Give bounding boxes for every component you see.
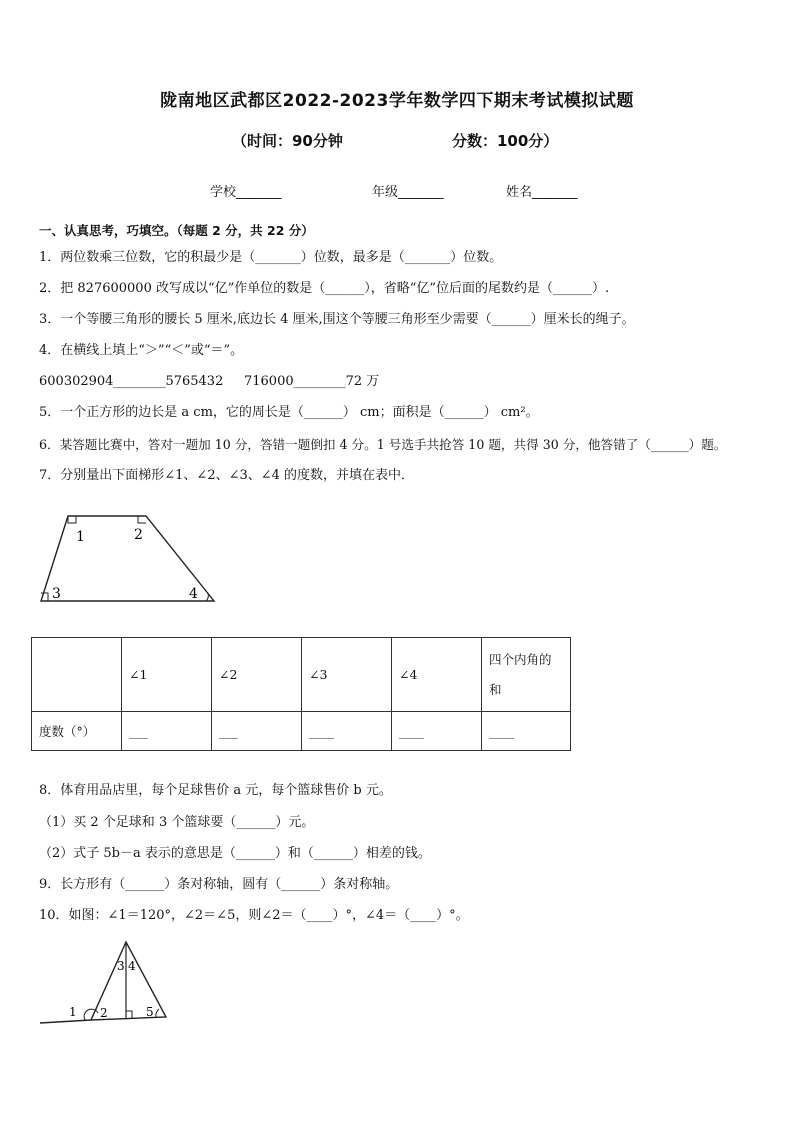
angle-label-1: 1	[69, 1005, 77, 1019]
trapezoid-figure	[36, 508, 221, 608]
table-header: 四个内角的和	[482, 638, 571, 712]
question-9: 9．长方形有（______）条对称轴，圆有（______）条对称轴。	[39, 877, 399, 892]
angle-label-5: 5	[146, 1005, 154, 1019]
question-6: 6．某答题比赛中，答对一题加 10 分，答错一题倒扣 4 分。1 号选手共抢答 10 题，共得 30 分，他答错了（______）题。	[39, 437, 727, 452]
angle-label-4: 4	[128, 959, 136, 973]
table-cell: ____	[392, 712, 482, 751]
angle-table	[31, 637, 571, 751]
question-4: 4．在横线上填上“＞”“＜”或“＝”。	[39, 343, 244, 358]
time-limit: （时间：90分钟	[232, 132, 343, 150]
page-title: 陇南地区武都区2022-2023学年数学四下期末考试模拟试题	[160, 91, 634, 111]
question-8: 8．体育用品店里，每个足球售价 a 元，每个篮球售价 b 元。	[39, 783, 392, 798]
table-row-label: 度数（°）	[32, 712, 122, 751]
school-field: 学校_______	[210, 185, 282, 200]
table-cell: ____	[302, 712, 392, 751]
total-score: 分数：100分）	[452, 132, 559, 150]
table-cell: ___	[212, 712, 302, 751]
table-cell: ___	[122, 712, 212, 751]
table-header: ∠1	[122, 638, 212, 712]
table-corner	[32, 638, 122, 712]
table-header: ∠2	[212, 638, 302, 712]
angle-label-3: 3	[117, 959, 125, 973]
angle-label-4: 4	[189, 586, 198, 602]
section-heading: 一、认真思考，巧填空。（每题 2 分，共 22 分）	[39, 223, 314, 238]
question-5: 5．一个正方形的边长是 a cm，它的周长是（______） cm；面积是（______） cm²。	[39, 405, 539, 420]
question-4-items: 600302904________5765432 716000________72 万	[39, 374, 380, 389]
table-header: ∠4	[392, 638, 482, 712]
name-field: 姓名_______	[506, 185, 578, 200]
question-7: 7．分别量出下面梯形∠1、∠2、∠3、∠4 的度数，并填在表中．	[39, 468, 415, 483]
angle-label-2: 2	[134, 527, 143, 543]
question-8-1: （1）买 2 个足球和 3 个篮球要（______）元。	[39, 815, 315, 830]
table-header: ∠3	[302, 638, 392, 712]
triangle-figure	[36, 937, 176, 1029]
angle-label-2: 2	[100, 1006, 108, 1020]
question-1: 1．两位数乘三位数，它的积最少是（_______）位数，最多是（_______）位数。	[39, 250, 503, 265]
question-3: 3．一个等腰三角形的腰长 5 厘米,底边长 4 厘米,围这个等腰三角形至少需要（______）厘米长的绳子。	[39, 312, 635, 327]
angle-label-3: 3	[52, 586, 61, 602]
angle-label-1: 1	[76, 529, 85, 545]
question-8-2: （2）式子 5b－a 表示的意思是（______）和（______）相差的钱。	[39, 846, 431, 861]
question-10: 10．如图：∠1＝120°，∠2＝∠5，则∠2＝（____）°，∠4＝（____）°。	[39, 908, 469, 923]
grade-field: 年级_______	[372, 185, 444, 200]
table-cell: ____	[482, 712, 571, 751]
question-2: 2．把 827600000 改写成以“亿”作单位的数是（______），省略“亿”位后面的尾数约是（______）.	[39, 281, 610, 296]
